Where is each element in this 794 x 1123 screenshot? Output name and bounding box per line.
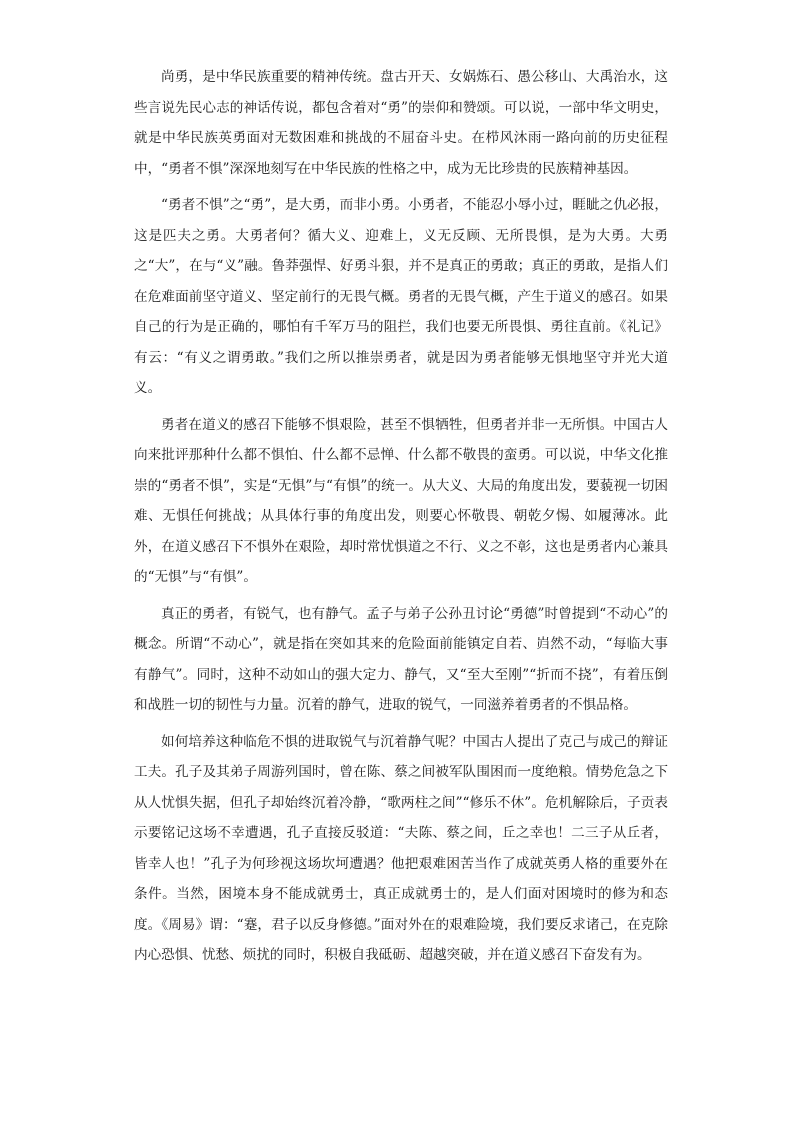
document-page	[134, 62, 668, 971]
paragraph-2: “勇者不惧”之“勇”，是大勇，而非小勇。小勇者，不能忍小辱小过，睚眦之仇必报，这是匹夫之勇。大勇者何？循大义、迎难上，义无反顾、无所畏惧，是为大勇。大勇之“大”，在与“义”融。鲁莽强悍、好勇斗狠，并不是真正的勇敢；真正的勇敢，是指人们在危难面前坚守道义、坚定前行的无畏气概。勇者的无畏气概，产生于道义的感召。如果自己的行为是正确的，哪怕有千军万马的阻拦，我们也要无所畏惧、勇往直前。《礼记》有云：“有义之谓勇敢。”我们之所以推崇勇者，就是因为勇者能够无惧地坚守并光大道义。	[134, 197, 668, 396]
paragraph-3: 勇者在道义的感召下能够不惧艰险，甚至不惧牺牲，但勇者并非一无所惧。中国古人向来批评那种什么都不惧怕、什么都不忌惮、什么都不敬畏的蛮勇。可以说，中华文化推崇的“勇者不惧”，实是“无惧”与“有惧”的统一。从大义、大局的角度出发，要藐视一切困难、无惧任何挑战；从具体行事的角度出发，则要心怀敬畏、朝乾夕惕、如履薄冰。此外，在道义感召下不惧外在艰险，却时常忧惧道之不行、义之不彰，这也是勇者内心兼具的“无惧”与“有惧”。	[134, 416, 668, 585]
paragraph-5: 如何培养这种临危不惧的进取锐气与沉着静气呢？中国古人提出了克己与成己的辩证工夫。孔子及其弟子周游列国时，曾在陈、蔡之间被军队围困而一度绝粮。情势危急之下从人忧惧失据，但孔子却始终沉着冷静，“歌两柱之间”“修乐不休”。危机解除后，子贡表示要铭记这场不幸遭遇，孔子直接反驳道：“夫陈、蔡之间，丘之幸也！二三子从丘者，皆幸人也！”孔子为何珍视这场坎坷遭遇？他把艰难困苦当作了成就英勇人格的重要外在条件。当然，困境本身不能成就勇士，真正成就勇士的，是人们面对困境时的修为和态度。《周易》谓：“蹇，君子以反身修德。”面对外在的艰难险境，我们要反求诸己，在克除内心恐惧、忧愁、烦扰的同时，积极自我砥砺、超越突破，并在道义感召下奋发有为。	[134, 733, 668, 963]
paragraph-1: 尚勇，是中华民族重要的精神传统。盘古开天、女娲炼石、愚公移山、大禹治水，这些言说先民心志的神话传说，都包含着对“勇”的崇仰和赞颂。可以说，一部中华文明史，就是中华民族英勇面对无数困难和挑战的不屈奋斗史。在栉风沐雨一路向前的历史征程中，“勇者不惧”深深地刻写在中华民族的性格之中，成为无比珍贵的民族精神基因。	[134, 69, 668, 177]
paragraph-4: 真正的勇者，有锐气，也有静气。孟子与弟子公孙丑讨论“勇德”时曾提到“不动心”的概念。所谓“不动心”，就是指在突如其来的危险面前能镇定自若、岿然不动，“每临大事有静气”。同时，这种不动如山的强大定力、静气，又“至大至刚”“折而不挠”，有着压倒和战胜一切的韧性与力量。沉着的静气，进取的锐气，一同滋养着勇者的不惧品格。	[134, 605, 668, 713]
